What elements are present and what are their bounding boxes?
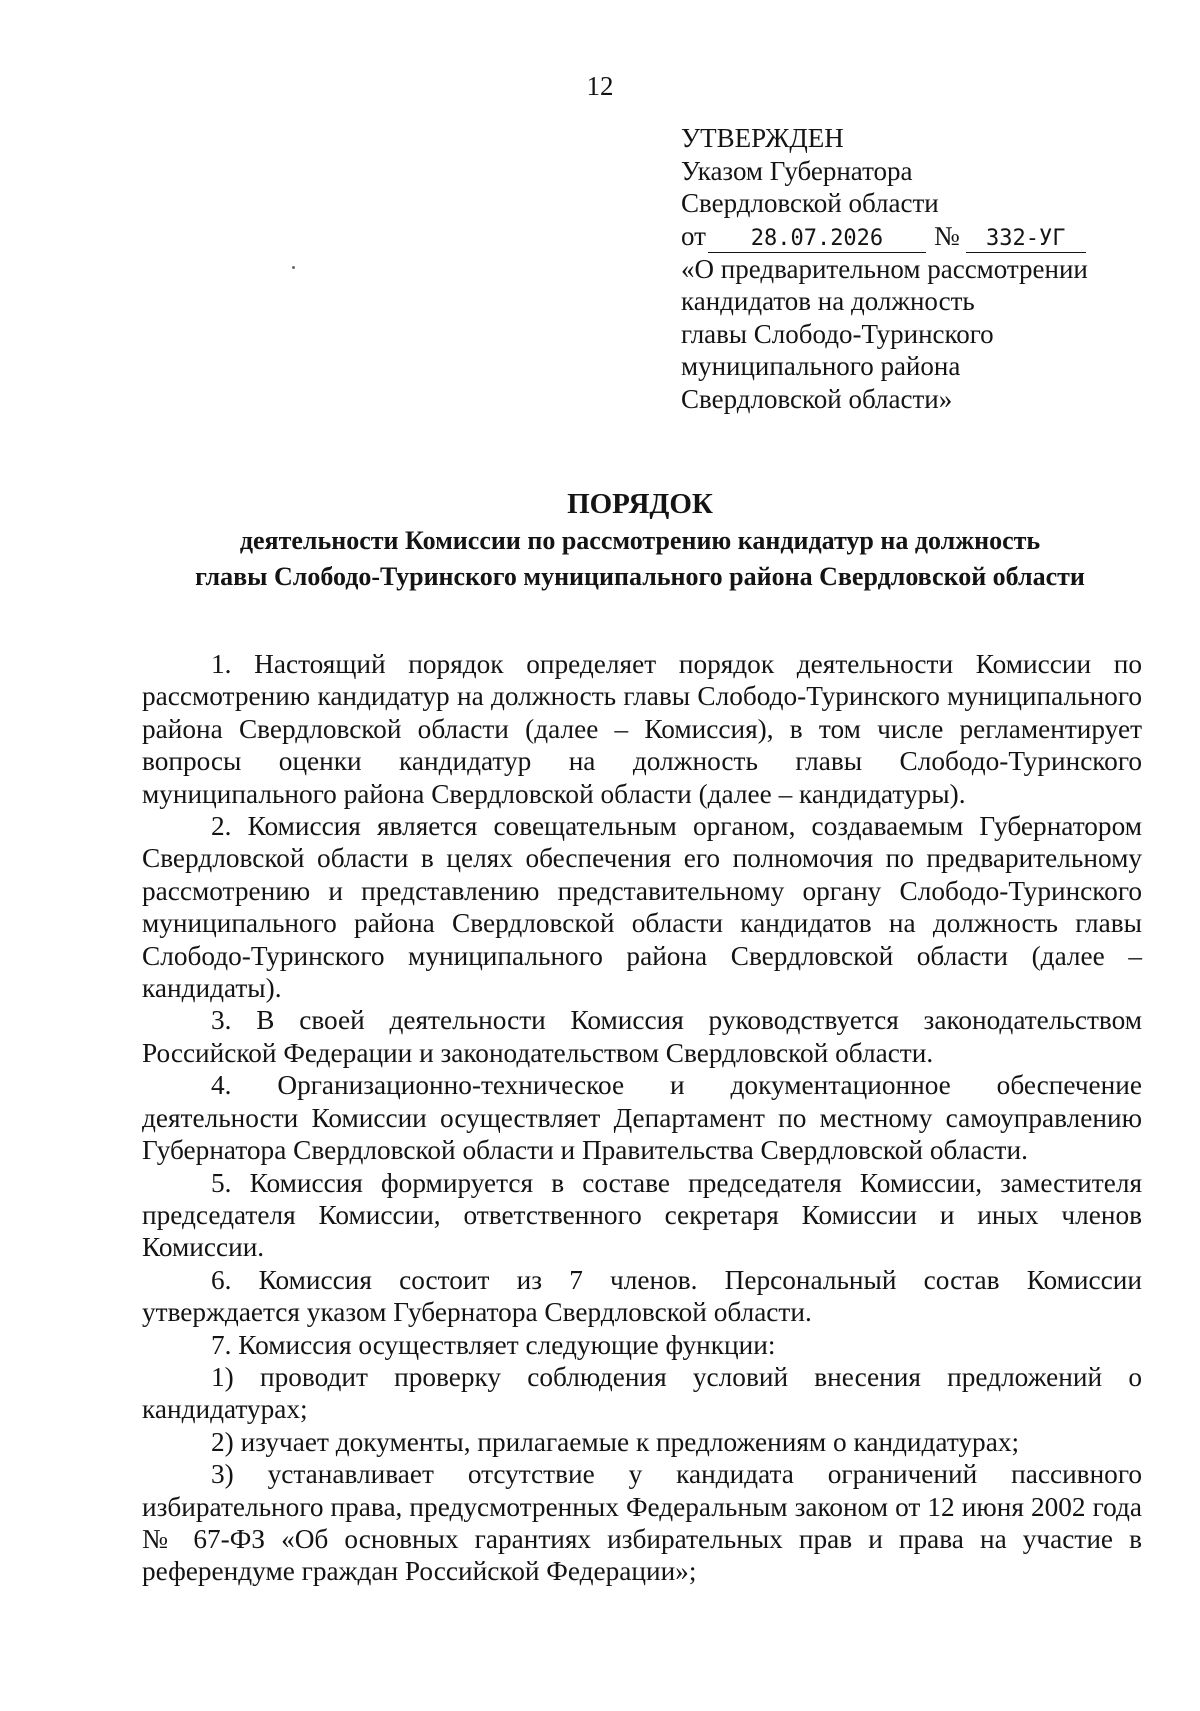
number-sign: №	[933, 220, 960, 251]
scan-speck	[292, 266, 295, 269]
decree-subject-line: «О предварительном рассмотрении	[681, 253, 1088, 284]
decree-date: 28.07.2026	[708, 226, 926, 253]
paragraph: 4. Организационно-техническое и документационное обеспечение деятельности Комиссии осуществляет Департамент по местному самоуправлению Губернатора Свердловской области и Правительства Свердловской области.	[142, 1070, 1142, 1166]
paragraph: 2. Комиссия является совещательным органом, создаваемым Губернатором Свердловской области в целях обеспечения его полномочия по предварительному рассмотрению и представлению представительному органу Слободо-Туринского муниципального района Свердловской области кандидатов на должность главы Слободо-Туринского муниципального района Свердловской области (далее – кандидаты).	[142, 811, 1142, 1004]
document-title	[120, 485, 1160, 595]
decree-subject-line: Свердловской области»	[681, 383, 953, 414]
approval-line: Свердловской области	[681, 188, 939, 218]
title-main: ПОРЯДОК	[567, 488, 713, 520]
title-subtitle-line: главы Слободо-Туринского муниципального района Свердловской области	[195, 562, 1085, 591]
paragraph: 3. В своей деятельности Комиссия руководствуется законодательством Российской Федерации и законодательством Свердловской области.	[142, 1005, 1142, 1068]
page-number: 12	[586, 71, 614, 101]
list-item: 2) изучает документы, прилагаемые к предложениям о кандидатурах;	[211, 1426, 1020, 1457]
paragraph: 7. Комиссия осуществляет следующие функции:	[211, 1329, 776, 1360]
approval-line: УТВЕРЖДЕН	[681, 123, 844, 153]
decree-subject-line: муниципального района	[681, 351, 961, 381]
date-prefix: от	[681, 220, 706, 251]
paragraph: 5. Комиссия формируется в составе председателя Комиссии, заместителя председателя Комиссии, ответственного секретаря Комиссии и иных членов Комиссии.	[142, 1167, 1142, 1263]
paragraph: 6. Комиссия состоит из 7 членов. Персональный состав Комиссии утверждается указом Губернатора Свердловской области.	[142, 1264, 1142, 1328]
document-body	[142, 648, 1142, 1588]
approval-stamp-block	[681, 122, 1121, 415]
approval-line: Указом Губернатора	[681, 155, 913, 186]
title-subtitle-line: деятельности Комиссии по рассмотрению кандидатур на должность	[239, 526, 1041, 555]
list-item: 1) проводит проверку соблюдения условий внесения предложений о кандидатурах;	[142, 1361, 1142, 1425]
decree-number: 332-УГ	[966, 226, 1086, 253]
decree-date-number-line	[681, 220, 1121, 253]
decree-subject-line: кандидатов на должность	[681, 286, 975, 316]
paragraph: 1. Настоящий порядок определяет порядок деятельности Комиссии по рассмотрению кандидатур на должность главы Слободо-Туринского муниципального района Свердловской области (далее – Комиссия), в том числе регламентирует вопросы оценки кандидатур на должность главы Слободо-Туринского муниципального района Свердловской области (далее – кандидатуры).	[142, 649, 1142, 809]
decree-subject-line: главы Слободо-Туринского	[681, 318, 994, 349]
list-item: 3) устанавливает отсутствие у кандидата ограничений пассивного избирательного права, предусмотренных Федеральным законом от 12 июня 2002 года № 67-ФЗ «Об основных гарантиях избирательных прав и права на участие в референдуме граждан Российской Федерации»;	[142, 1459, 1142, 1587]
